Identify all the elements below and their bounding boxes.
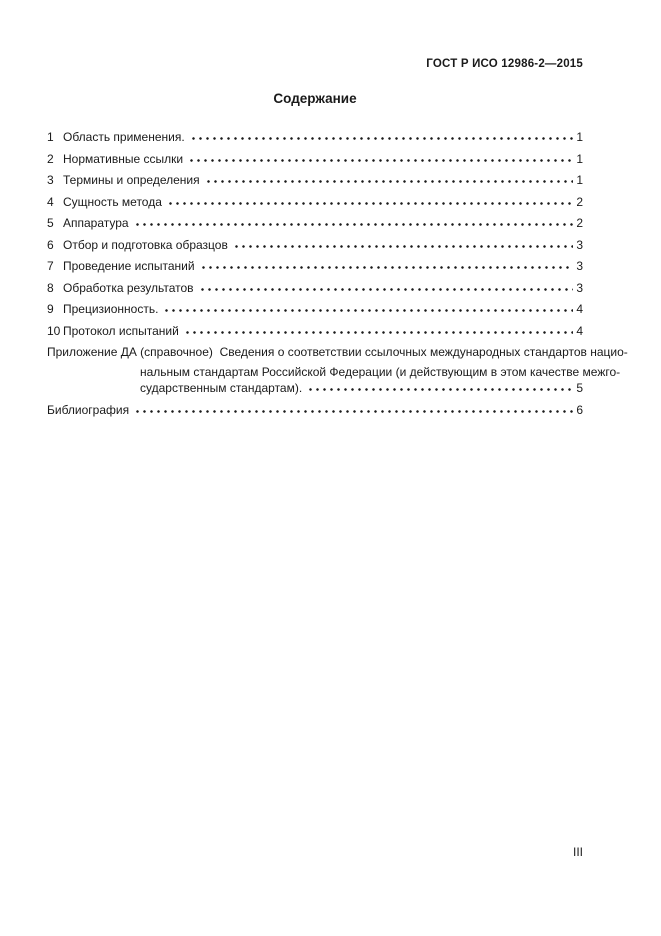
page-number: III xyxy=(572,845,583,859)
toc-entry-number: 8 xyxy=(47,280,54,295)
toc-entry-page: 1 xyxy=(576,130,583,144)
toc-entry-number: 4 xyxy=(47,194,54,209)
toc-entry-page: 1 xyxy=(576,173,583,187)
toc-entry-title: Прецизионность. xyxy=(63,302,159,316)
appendix-line-1: Приложение ДА (справочное) Сведения о соответствии ссылочных международных стандартов нацио- xyxy=(47,345,628,359)
document-code: ГОСТ Р ИСО 12986-2—2015 xyxy=(426,58,583,70)
dot-leader xyxy=(163,308,573,313)
toc-entry xyxy=(47,321,583,343)
appendix-line-3-text: сударственным стандартам). xyxy=(140,381,303,395)
toc-entry-number: 1 xyxy=(47,130,54,144)
toc-entry-title: Отбор и подготовка образцов xyxy=(63,237,228,252)
dot-leader xyxy=(188,158,573,163)
toc-entry-number: 10 xyxy=(47,323,61,338)
toc-title: Содержание xyxy=(273,91,357,106)
toc-entry xyxy=(47,213,583,235)
toc-entry-title: Нормативные ссылки xyxy=(63,151,184,166)
table-of-contents xyxy=(47,127,628,421)
toc-entry xyxy=(47,235,583,257)
toc-entry-number: 5 xyxy=(47,216,54,230)
dot-leader xyxy=(167,201,573,206)
toc-entry-title: Библиография xyxy=(47,402,130,417)
toc-entry xyxy=(47,192,583,214)
toc-entry xyxy=(47,127,583,149)
dot-leader xyxy=(190,136,573,141)
toc-entry-bibliography xyxy=(47,400,583,422)
toc-entry xyxy=(47,256,583,278)
toc-entry-title: Обработка результатов xyxy=(63,280,194,295)
toc-entry-page: 6 xyxy=(576,402,583,417)
toc-entry-page: 1 xyxy=(576,151,583,166)
toc-entry-page: 3 xyxy=(576,237,583,252)
toc-entry-page: 5 xyxy=(576,381,583,395)
toc-entry-title: Термины и определения xyxy=(63,173,200,187)
toc-entry-page: 2 xyxy=(576,194,583,209)
toc-entry xyxy=(47,170,583,192)
dot-leader xyxy=(307,387,573,392)
toc-entry xyxy=(47,149,583,171)
toc-entry-page: 4 xyxy=(576,302,583,316)
toc-entry-appendix xyxy=(47,342,628,400)
dot-leader xyxy=(205,179,573,184)
toc-entry-number: 2 xyxy=(47,151,54,166)
dot-leader xyxy=(134,222,573,227)
dot-leader xyxy=(199,287,573,292)
appendix-line-3 xyxy=(47,380,583,400)
toc-entry-number: 9 xyxy=(47,302,54,316)
toc-entry-title: Проведение испытаний xyxy=(63,259,195,273)
toc-entry xyxy=(47,299,583,321)
toc-entry-page: 2 xyxy=(576,216,583,230)
toc-entry-page: 4 xyxy=(576,323,583,338)
toc-entry-title: Область применения. xyxy=(63,130,185,144)
appendix-line-2: нальным стандартам Российской Федерации (и действующим в этом качестве межго- xyxy=(140,364,621,379)
toc-entry-title: Аппаратура xyxy=(63,216,129,230)
toc-entry-title: Протокол испытаний xyxy=(63,323,179,338)
toc-entry xyxy=(47,278,583,300)
dot-leader xyxy=(233,244,573,249)
toc-entry-number: 3 xyxy=(47,173,54,187)
toc-entry-title: Сущность метода xyxy=(63,194,162,209)
toc-entry-page: 3 xyxy=(576,280,583,295)
document-page xyxy=(47,0,628,936)
dot-leader xyxy=(134,409,573,414)
toc-entry-number: 7 xyxy=(47,259,54,273)
dot-leader xyxy=(200,265,573,270)
toc-entry-page: 3 xyxy=(576,259,583,273)
dot-leader xyxy=(184,330,573,335)
toc-entry-number: 6 xyxy=(47,237,54,252)
